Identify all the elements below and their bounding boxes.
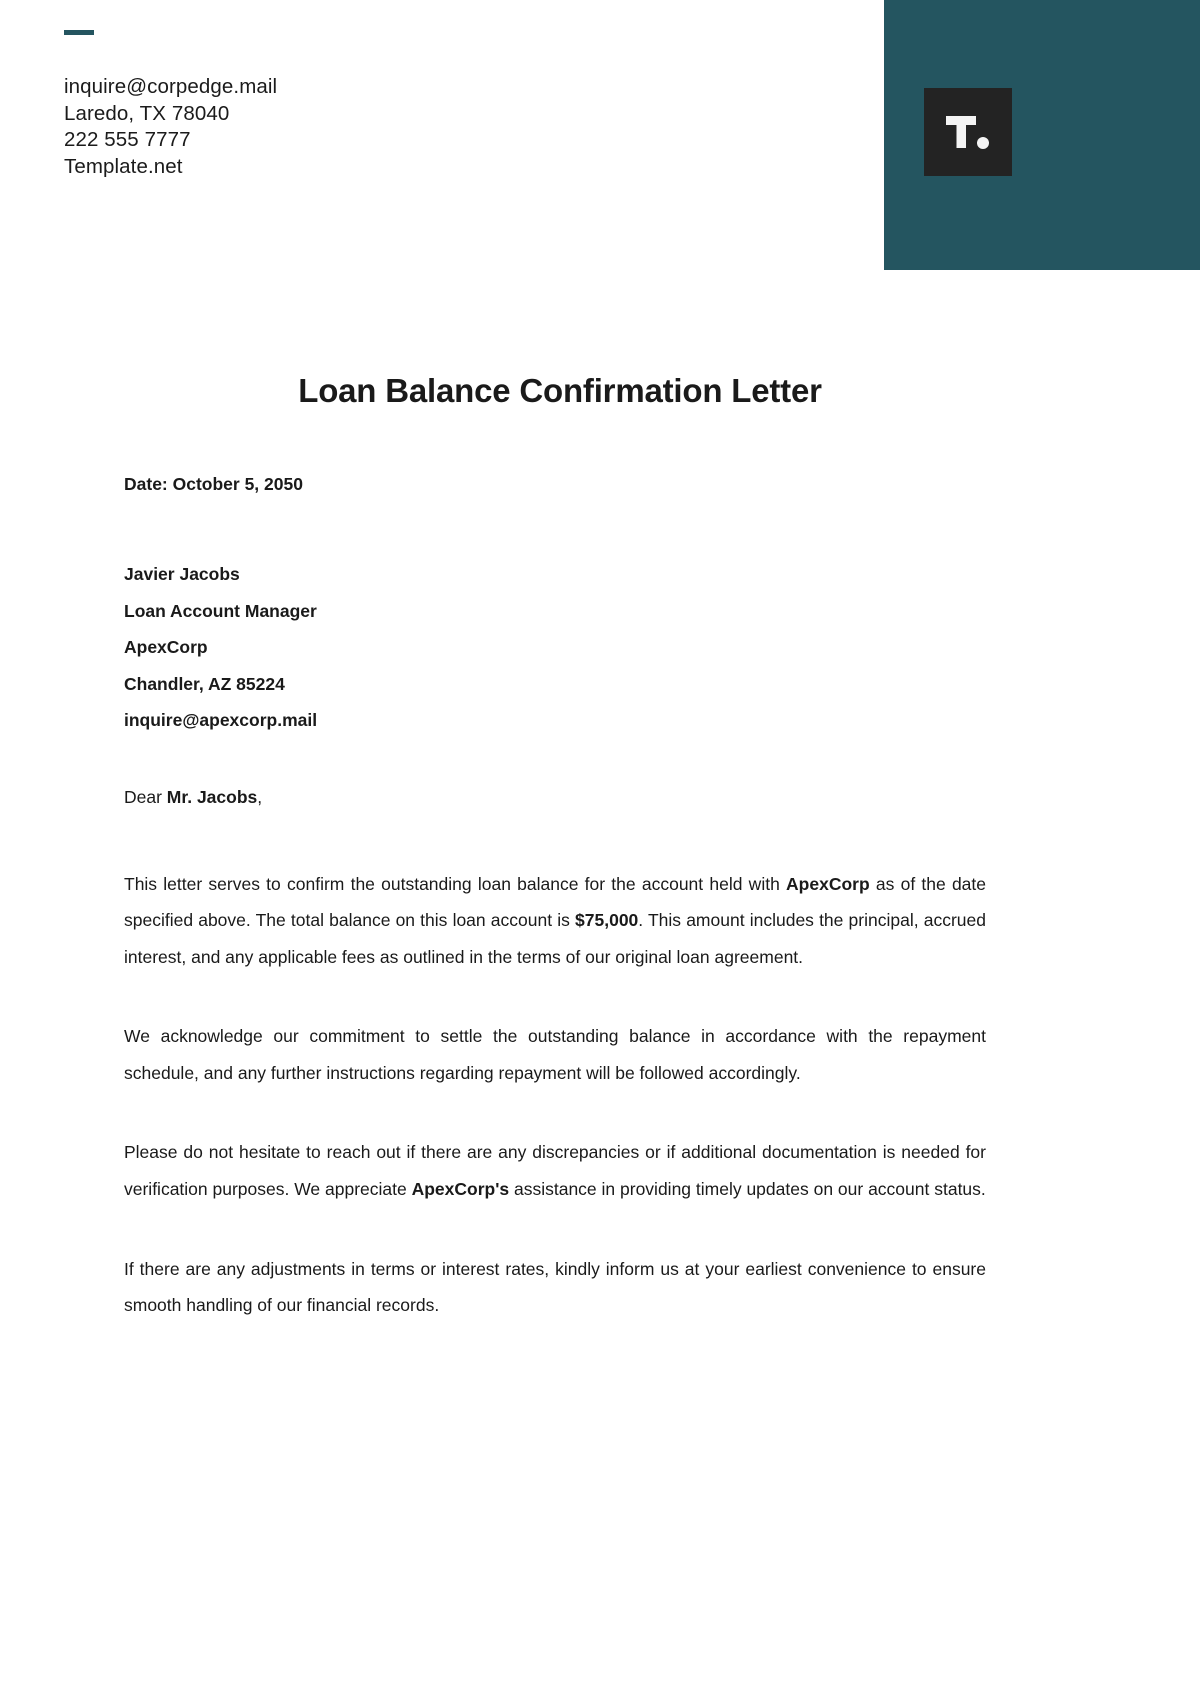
- paragraph-balance-confirmation: [124, 866, 986, 976]
- letter-paragraphs: [124, 866, 986, 1324]
- body-text: . This amount includes the principal, accrued interest, and any applicable fees as outlined in the terms of our original loan agreement.: [124, 910, 986, 967]
- salutation-name: Mr. Jacobs: [166, 786, 258, 807]
- salutation: [124, 785, 986, 809]
- paragraph-adjustments: [124, 1251, 986, 1324]
- sender-email: inquire@corpedge.mail: [64, 75, 278, 98]
- paragraph-repayment-commitment: [124, 1018, 986, 1091]
- letter-body: [124, 472, 986, 1324]
- recipient-company: ApexCorp: [124, 637, 208, 657]
- body-text: assistance in providing timely updates on our account status.: [509, 1179, 986, 1200]
- salutation-prefix: Dear: [124, 786, 167, 807]
- sender-contact-block: [64, 74, 564, 180]
- sender-phone: 222 555 7777: [64, 128, 191, 151]
- recipient-name: Javier Jacobs: [124, 564, 240, 584]
- sender-website: Template.net: [64, 154, 183, 178]
- page-title: Loan Balance Confirmation Letter: [298, 372, 822, 409]
- recipient-email: inquire@apexcorp.mail: [124, 710, 318, 730]
- header-accent-band: [884, 0, 1200, 270]
- letter-date: Date: October 5, 2050: [124, 474, 303, 494]
- brand-logo: [924, 88, 1012, 176]
- emphasis-text: ApexCorp's: [411, 1179, 510, 1200]
- recipient-block: [124, 556, 986, 739]
- recipient-job-title: Loan Account Manager: [124, 600, 317, 621]
- logo-t-dot-icon: [924, 88, 1012, 176]
- body-text: This letter serves to confirm the outstanding loan balance for the account held with: [124, 873, 787, 894]
- body-text: Please do not hesitate to reach out if there are any discrepancies or if additional documentation is needed for verification purposes. We appreciate: [124, 1142, 986, 1200]
- body-text: We acknowledge our commitment to settle the outstanding balance in accordance with the repayment schedule, and any further instructions regarding repayment will be followed accordingly.: [124, 1026, 986, 1083]
- emphasis-text: $75,000: [575, 910, 639, 931]
- recipient-city-state-zip: Chandler, AZ 85224: [124, 673, 285, 694]
- sender-address: Laredo, TX 78040: [64, 101, 230, 125]
- salutation-suffix: ,: [257, 786, 263, 807]
- paragraph-discrepancies: [124, 1134, 986, 1207]
- body-text: If there are any adjustments in terms or interest rates, kindly inform us at your earliest convenience to ensure smooth handling of our financial records.: [124, 1258, 986, 1316]
- body-text: as of the date specified above. The total balance on this loan account is: [124, 873, 987, 931]
- accent-dash: [64, 30, 94, 35]
- emphasis-text: ApexCorp: [786, 873, 870, 894]
